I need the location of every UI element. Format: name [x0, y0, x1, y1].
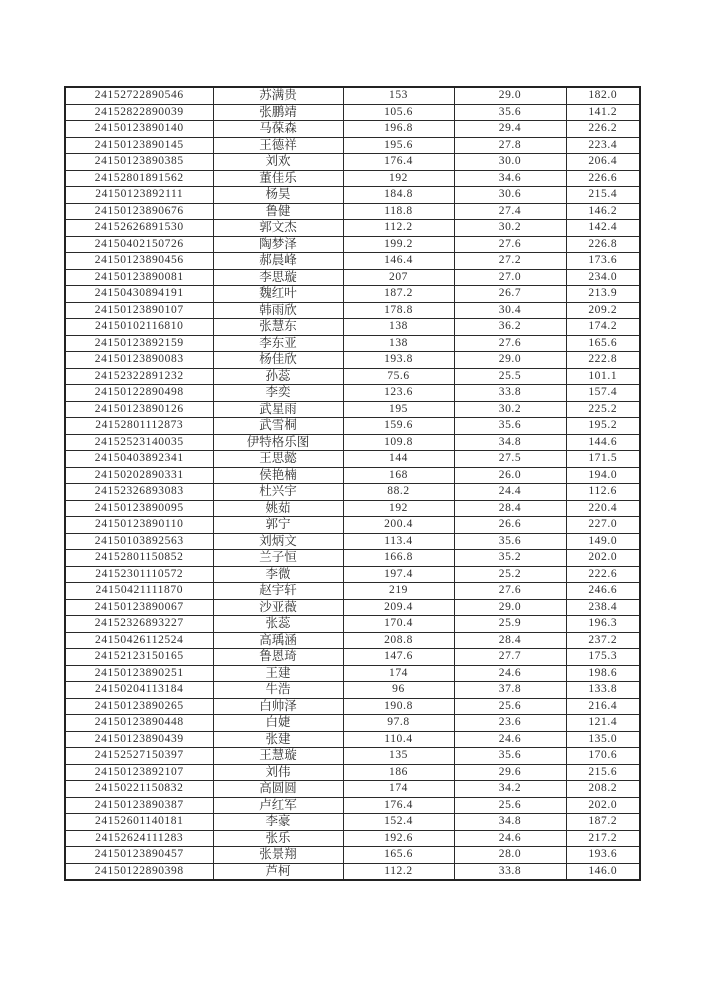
- candidate-name-cell: 马葆森: [213, 121, 343, 138]
- total-score-cell: 223.4: [566, 137, 640, 154]
- score-1-cell: 88.2: [343, 484, 454, 501]
- score-2-cell: 23.6: [454, 715, 566, 732]
- score-1-cell: 118.8: [343, 203, 454, 220]
- candidate-id-cell: 24152523140035: [65, 434, 213, 451]
- candidate-id-cell: 24150122890398: [65, 863, 213, 880]
- candidate-name-cell: 张景翔: [213, 847, 343, 864]
- table-row: [65, 418, 640, 435]
- candidate-name-cell: 郭宁: [213, 517, 343, 534]
- candidate-name-cell: 孙蕊: [213, 368, 343, 385]
- total-score-cell: 149.0: [566, 533, 640, 550]
- total-score-cell: 226.8: [566, 236, 640, 253]
- total-score-cell: 196.3: [566, 616, 640, 633]
- candidate-name-cell: 王慧璇: [213, 748, 343, 765]
- total-score-cell: 202.0: [566, 797, 640, 814]
- table-row: [65, 830, 640, 847]
- score-1-cell: 186: [343, 764, 454, 781]
- table-row: [65, 137, 640, 154]
- score-2-cell: 26.7: [454, 286, 566, 303]
- table-row: [65, 797, 640, 814]
- score-2-cell: 25.2: [454, 566, 566, 583]
- score-1-cell: 192: [343, 170, 454, 187]
- table-row: [65, 863, 640, 880]
- score-1-cell: 176.4: [343, 154, 454, 171]
- candidate-name-cell: 鲁健: [213, 203, 343, 220]
- score-2-cell: 34.8: [454, 814, 566, 831]
- score-1-cell: 96: [343, 682, 454, 699]
- total-score-cell: 215.6: [566, 764, 640, 781]
- candidate-id-cell: 24150123890457: [65, 847, 213, 864]
- candidate-name-cell: 魏红叶: [213, 286, 343, 303]
- score-1-cell: 152.4: [343, 814, 454, 831]
- candidate-id-cell: 24150123892111: [65, 187, 213, 204]
- score-1-cell: 196.8: [343, 121, 454, 138]
- score-2-cell: 24.4: [454, 484, 566, 501]
- score-1-cell: 184.8: [343, 187, 454, 204]
- score-table-body: [65, 87, 640, 880]
- total-score-cell: 198.6: [566, 665, 640, 682]
- candidate-name-cell: 王思懿: [213, 451, 343, 468]
- score-2-cell: 35.2: [454, 550, 566, 567]
- score-2-cell: 35.6: [454, 104, 566, 121]
- candidate-id-cell: 24150123892107: [65, 764, 213, 781]
- score-1-cell: 109.8: [343, 434, 454, 451]
- total-score-cell: 195.2: [566, 418, 640, 435]
- score-1-cell: 110.4: [343, 731, 454, 748]
- score-2-cell: 27.4: [454, 203, 566, 220]
- candidate-name-cell: 武雪桐: [213, 418, 343, 435]
- score-2-cell: 27.7: [454, 649, 566, 666]
- score-2-cell: 24.6: [454, 665, 566, 682]
- table-row: [65, 583, 640, 600]
- candidate-name-cell: 兰子恒: [213, 550, 343, 567]
- total-score-cell: 208.2: [566, 781, 640, 798]
- candidate-name-cell: 姚茹: [213, 500, 343, 517]
- candidate-name-cell: 侯艳楠: [213, 467, 343, 484]
- score-2-cell: 27.6: [454, 236, 566, 253]
- score-2-cell: 27.6: [454, 583, 566, 600]
- candidate-id-cell: 24150123890081: [65, 269, 213, 286]
- total-score-cell: 237.2: [566, 632, 640, 649]
- table-row: [65, 731, 640, 748]
- table-row: [65, 550, 640, 567]
- total-score-cell: 222.8: [566, 352, 640, 369]
- table-row: [65, 385, 640, 402]
- score-2-cell: 28.0: [454, 847, 566, 864]
- table-row: [65, 847, 640, 864]
- total-score-cell: 146.0: [566, 863, 640, 880]
- table-row: [65, 335, 640, 352]
- candidate-name-cell: 刘伟: [213, 764, 343, 781]
- score-2-cell: 34.2: [454, 781, 566, 798]
- table-row: [65, 286, 640, 303]
- score-2-cell: 33.8: [454, 863, 566, 880]
- table-row: [65, 236, 640, 253]
- table-row: [65, 467, 640, 484]
- total-score-cell: 194.0: [566, 467, 640, 484]
- total-score-cell: 226.2: [566, 121, 640, 138]
- table-row: [65, 187, 640, 204]
- score-2-cell: 27.2: [454, 253, 566, 270]
- total-score-cell: 101.1: [566, 368, 640, 385]
- total-score-cell: 234.0: [566, 269, 640, 286]
- candidate-name-cell: 张慧东: [213, 319, 343, 336]
- candidate-id-cell: 24152722890546: [65, 87, 213, 104]
- candidate-name-cell: 李东亚: [213, 335, 343, 352]
- candidate-id-cell: 24150123890439: [65, 731, 213, 748]
- candidate-id-cell: 24150123890095: [65, 500, 213, 517]
- score-2-cell: 25.6: [454, 797, 566, 814]
- score-2-cell: 34.8: [454, 434, 566, 451]
- candidate-id-cell: 24150123890456: [65, 253, 213, 270]
- candidate-name-cell: 鲁恩琦: [213, 649, 343, 666]
- table-row: [65, 154, 640, 171]
- total-score-cell: 144.6: [566, 434, 640, 451]
- table-row: [65, 517, 640, 534]
- candidate-name-cell: 王建: [213, 665, 343, 682]
- candidate-id-cell: 24150202890331: [65, 467, 213, 484]
- table-row: [65, 665, 640, 682]
- candidate-name-cell: 刘欢: [213, 154, 343, 171]
- score-1-cell: 192.6: [343, 830, 454, 847]
- candidate-id-cell: 24152624111283: [65, 830, 213, 847]
- score-1-cell: 219: [343, 583, 454, 600]
- score-1-cell: 135: [343, 748, 454, 765]
- total-score-cell: 133.8: [566, 682, 640, 699]
- score-1-cell: 153: [343, 87, 454, 104]
- candidate-id-cell: 24150102116810: [65, 319, 213, 336]
- candidate-name-cell: 高圆圆: [213, 781, 343, 798]
- score-2-cell: 37.8: [454, 682, 566, 699]
- score-2-cell: 30.2: [454, 401, 566, 418]
- candidate-id-cell: 24150430894191: [65, 286, 213, 303]
- candidate-name-cell: 杜兴宇: [213, 484, 343, 501]
- score-2-cell: 29.0: [454, 352, 566, 369]
- score-1-cell: 207: [343, 269, 454, 286]
- score-1-cell: 178.8: [343, 302, 454, 319]
- candidate-id-cell: 24150123890676: [65, 203, 213, 220]
- candidate-name-cell: 韩雨欣: [213, 302, 343, 319]
- score-2-cell: 35.6: [454, 533, 566, 550]
- table-row: [65, 748, 640, 765]
- candidate-id-cell: 24152822890039: [65, 104, 213, 121]
- candidate-id-cell: 24150123890265: [65, 698, 213, 715]
- candidate-name-cell: 李微: [213, 566, 343, 583]
- table-row: [65, 203, 640, 220]
- candidate-id-cell: 24150123890067: [65, 599, 213, 616]
- total-score-cell: 182.0: [566, 87, 640, 104]
- score-1-cell: 200.4: [343, 517, 454, 534]
- table-row: [65, 87, 640, 104]
- candidate-name-cell: 赵宇轩: [213, 583, 343, 600]
- candidate-id-cell: 24150123890448: [65, 715, 213, 732]
- table-row: [65, 484, 640, 501]
- candidate-id-cell: 24150122890498: [65, 385, 213, 402]
- candidate-id-cell: 24152601140181: [65, 814, 213, 831]
- candidate-id-cell: 24150426112524: [65, 632, 213, 649]
- candidate-name-cell: 李豪: [213, 814, 343, 831]
- score-2-cell: 27.8: [454, 137, 566, 154]
- table-row: [65, 566, 640, 583]
- candidate-id-cell: 24152326893083: [65, 484, 213, 501]
- candidate-id-cell: 24152626891530: [65, 220, 213, 237]
- total-score-cell: 171.5: [566, 451, 640, 468]
- score-2-cell: 29.0: [454, 599, 566, 616]
- table-row: [65, 649, 640, 666]
- table-row: [65, 632, 640, 649]
- total-score-cell: 173.6: [566, 253, 640, 270]
- candidate-id-cell: 24150123892159: [65, 335, 213, 352]
- score-2-cell: 29.6: [454, 764, 566, 781]
- candidate-name-cell: 王德祥: [213, 137, 343, 154]
- score-2-cell: 26.6: [454, 517, 566, 534]
- table-row: [65, 401, 640, 418]
- score-1-cell: 195.6: [343, 137, 454, 154]
- candidate-name-cell: 武星雨: [213, 401, 343, 418]
- candidate-name-cell: 郭文杰: [213, 220, 343, 237]
- score-2-cell: 24.6: [454, 830, 566, 847]
- candidate-id-cell: 24150204113184: [65, 682, 213, 699]
- score-2-cell: 30.2: [454, 220, 566, 237]
- candidate-id-cell: 24150421111870: [65, 583, 213, 600]
- candidate-name-cell: 白婕: [213, 715, 343, 732]
- score-2-cell: 35.6: [454, 418, 566, 435]
- score-table: [64, 86, 641, 881]
- table-row: [65, 814, 640, 831]
- candidate-name-cell: 郝晨峰: [213, 253, 343, 270]
- total-score-cell: 222.6: [566, 566, 640, 583]
- candidate-id-cell: 24152801891562: [65, 170, 213, 187]
- score-2-cell: 30.0: [454, 154, 566, 171]
- total-score-cell: 157.4: [566, 385, 640, 402]
- candidate-id-cell: 24152123150165: [65, 649, 213, 666]
- score-1-cell: 190.8: [343, 698, 454, 715]
- candidate-name-cell: 张乐: [213, 830, 343, 847]
- candidate-name-cell: 芦柯: [213, 863, 343, 880]
- candidate-name-cell: 高瑀涵: [213, 632, 343, 649]
- candidate-name-cell: 伊特格乐图: [213, 434, 343, 451]
- table-row: [65, 170, 640, 187]
- candidate-name-cell: 李思璇: [213, 269, 343, 286]
- table-row: [65, 368, 640, 385]
- table-row: [65, 781, 640, 798]
- table-row: [65, 616, 640, 633]
- score-1-cell: 113.4: [343, 533, 454, 550]
- candidate-id-cell: 24150103892563: [65, 533, 213, 550]
- candidate-name-cell: 陶梦泽: [213, 236, 343, 253]
- table-row: [65, 352, 640, 369]
- table-row: [65, 434, 640, 451]
- score-1-cell: 192: [343, 500, 454, 517]
- total-score-cell: 225.2: [566, 401, 640, 418]
- total-score-cell: 121.4: [566, 715, 640, 732]
- score-1-cell: 138: [343, 335, 454, 352]
- score-1-cell: 123.6: [343, 385, 454, 402]
- total-score-cell: 170.6: [566, 748, 640, 765]
- candidate-id-cell: 24150402150726: [65, 236, 213, 253]
- total-score-cell: 202.0: [566, 550, 640, 567]
- candidate-id-cell: 24150123890107: [65, 302, 213, 319]
- score-2-cell: 33.8: [454, 385, 566, 402]
- candidate-id-cell: 24150123890387: [65, 797, 213, 814]
- candidate-id-cell: 24150123890110: [65, 517, 213, 534]
- total-score-cell: 215.4: [566, 187, 640, 204]
- score-1-cell: 105.6: [343, 104, 454, 121]
- candidate-id-cell: 24150123890126: [65, 401, 213, 418]
- candidate-id-cell: 24152322891232: [65, 368, 213, 385]
- score-1-cell: 199.2: [343, 236, 454, 253]
- score-1-cell: 208.8: [343, 632, 454, 649]
- total-score-cell: 165.6: [566, 335, 640, 352]
- score-1-cell: 138: [343, 319, 454, 336]
- score-2-cell: 25.9: [454, 616, 566, 633]
- score-1-cell: 146.4: [343, 253, 454, 270]
- score-2-cell: 27.5: [454, 451, 566, 468]
- score-2-cell: 25.5: [454, 368, 566, 385]
- total-score-cell: 187.2: [566, 814, 640, 831]
- candidate-name-cell: 白帅泽: [213, 698, 343, 715]
- table-row: [65, 253, 640, 270]
- total-score-cell: 112.6: [566, 484, 640, 501]
- table-row: [65, 682, 640, 699]
- total-score-cell: 206.4: [566, 154, 640, 171]
- score-2-cell: 25.6: [454, 698, 566, 715]
- score-2-cell: 28.4: [454, 500, 566, 517]
- total-score-cell: 238.4: [566, 599, 640, 616]
- score-1-cell: 112.2: [343, 220, 454, 237]
- total-score-cell: 141.2: [566, 104, 640, 121]
- table-row: [65, 104, 640, 121]
- score-1-cell: 195: [343, 401, 454, 418]
- candidate-name-cell: 苏满贵: [213, 87, 343, 104]
- score-2-cell: 34.6: [454, 170, 566, 187]
- candidate-id-cell: 24150123890083: [65, 352, 213, 369]
- score-1-cell: 147.6: [343, 649, 454, 666]
- total-score-cell: 217.2: [566, 830, 640, 847]
- total-score-cell: 209.2: [566, 302, 640, 319]
- score-2-cell: 27.6: [454, 335, 566, 352]
- candidate-id-cell: 24150403892341: [65, 451, 213, 468]
- table-row: [65, 533, 640, 550]
- score-1-cell: 170.4: [343, 616, 454, 633]
- candidate-name-cell: 卢红军: [213, 797, 343, 814]
- table-row: [65, 500, 640, 517]
- table-row: [65, 121, 640, 138]
- table-row: [65, 269, 640, 286]
- score-1-cell: 166.8: [343, 550, 454, 567]
- candidate-id-cell: 24150123890251: [65, 665, 213, 682]
- score-1-cell: 209.4: [343, 599, 454, 616]
- table-row: [65, 319, 640, 336]
- score-1-cell: 176.4: [343, 797, 454, 814]
- score-1-cell: 97.8: [343, 715, 454, 732]
- score-2-cell: 27.0: [454, 269, 566, 286]
- total-score-cell: 226.6: [566, 170, 640, 187]
- total-score-cell: 146.2: [566, 203, 640, 220]
- candidate-id-cell: 24150221150832: [65, 781, 213, 798]
- candidate-id-cell: 24150123890140: [65, 121, 213, 138]
- candidate-id-cell: 24152527150397: [65, 748, 213, 765]
- candidate-id-cell: 24150123890385: [65, 154, 213, 171]
- table-row: [65, 599, 640, 616]
- total-score-cell: 246.6: [566, 583, 640, 600]
- score-2-cell: 36.2: [454, 319, 566, 336]
- table-row: [65, 698, 640, 715]
- score-2-cell: 30.6: [454, 187, 566, 204]
- candidate-name-cell: 牛浩: [213, 682, 343, 699]
- table-row: [65, 764, 640, 781]
- candidate-name-cell: 刘炳文: [213, 533, 343, 550]
- total-score-cell: 135.0: [566, 731, 640, 748]
- candidate-name-cell: 杨昊: [213, 187, 343, 204]
- candidate-name-cell: 董佳乐: [213, 170, 343, 187]
- candidate-name-cell: 张蕊: [213, 616, 343, 633]
- score-2-cell: 28.4: [454, 632, 566, 649]
- score-2-cell: 35.6: [454, 748, 566, 765]
- table-row: [65, 715, 640, 732]
- score-1-cell: 174: [343, 665, 454, 682]
- score-1-cell: 112.2: [343, 863, 454, 880]
- candidate-id-cell: 24152801112873: [65, 418, 213, 435]
- total-score-cell: 142.4: [566, 220, 640, 237]
- score-2-cell: 29.0: [454, 87, 566, 104]
- total-score-cell: 193.6: [566, 847, 640, 864]
- score-1-cell: 75.6: [343, 368, 454, 385]
- total-score-cell: 227.0: [566, 517, 640, 534]
- score-1-cell: 193.8: [343, 352, 454, 369]
- score-2-cell: 30.4: [454, 302, 566, 319]
- total-score-cell: 175.3: [566, 649, 640, 666]
- score-2-cell: 29.4: [454, 121, 566, 138]
- score-1-cell: 174: [343, 781, 454, 798]
- score-1-cell: 168: [343, 467, 454, 484]
- candidate-name-cell: 李奕: [213, 385, 343, 402]
- score-2-cell: 26.0: [454, 467, 566, 484]
- candidate-id-cell: 24152326893227: [65, 616, 213, 633]
- table-row: [65, 220, 640, 237]
- candidate-name-cell: 张鹏靖: [213, 104, 343, 121]
- total-score-cell: 213.9: [566, 286, 640, 303]
- candidate-id-cell: 24152301110572: [65, 566, 213, 583]
- score-1-cell: 197.4: [343, 566, 454, 583]
- candidate-name-cell: 张建: [213, 731, 343, 748]
- table-row: [65, 302, 640, 319]
- candidate-name-cell: 沙亚薇: [213, 599, 343, 616]
- candidate-name-cell: 杨佳欣: [213, 352, 343, 369]
- candidate-id-cell: 24150123890145: [65, 137, 213, 154]
- score-1-cell: 144: [343, 451, 454, 468]
- total-score-cell: 174.2: [566, 319, 640, 336]
- candidate-id-cell: 24152801150852: [65, 550, 213, 567]
- table-row: [65, 451, 640, 468]
- score-2-cell: 24.6: [454, 731, 566, 748]
- total-score-cell: 220.4: [566, 500, 640, 517]
- score-1-cell: 187.2: [343, 286, 454, 303]
- score-1-cell: 159.6: [343, 418, 454, 435]
- total-score-cell: 216.4: [566, 698, 640, 715]
- score-1-cell: 165.6: [343, 847, 454, 864]
